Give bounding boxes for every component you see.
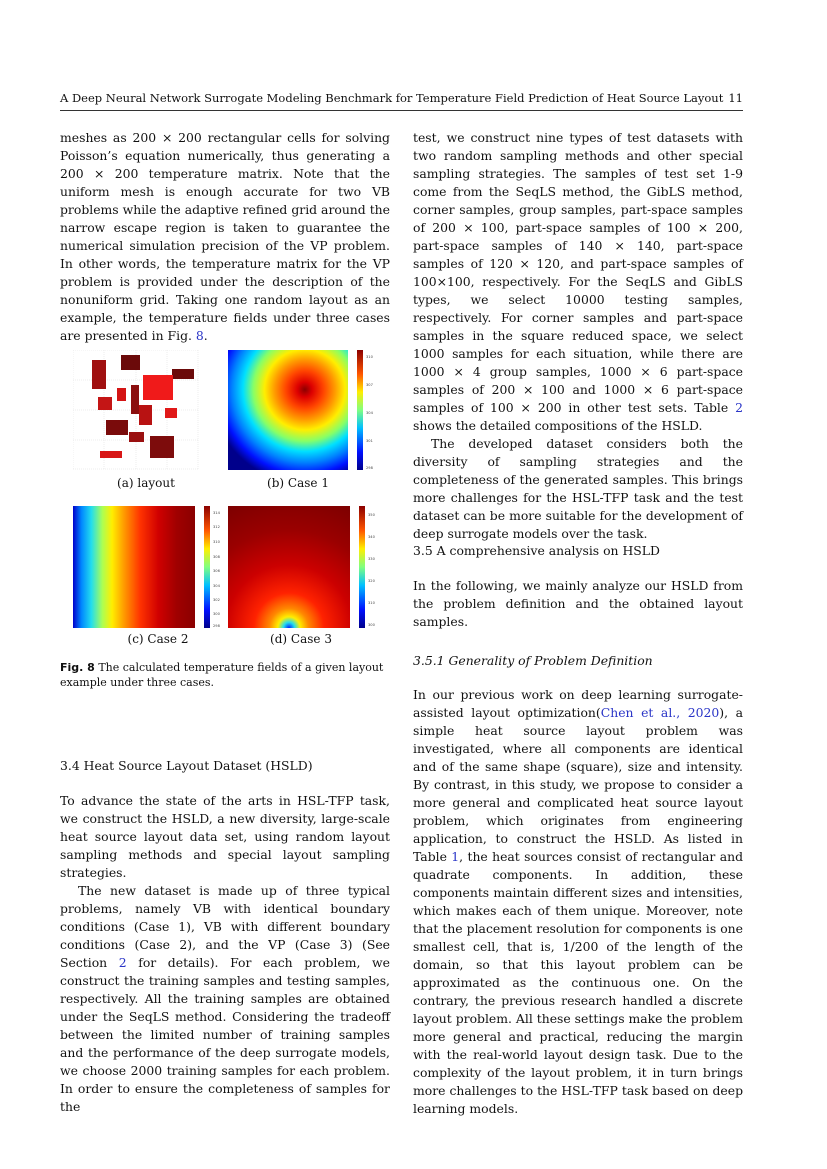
svg-text:304: 304 [213,584,220,588]
subfigure-c-caption: (c) Case 2 [127,632,189,646]
subfigure-d-caption: (d) Case 3 [270,632,332,646]
svg-text:307: 307 [366,383,373,387]
layout-image [73,350,199,470]
svg-text:300: 300 [213,612,220,616]
section-3-4-title: 3.4 Heat Source Layout Dataset (HSLD) [60,758,313,773]
svg-text:350: 350 [368,513,375,517]
case3-panel [228,506,378,628]
svg-text:300: 300 [368,623,375,627]
fig-8-link[interactable]: 8 [195,328,204,343]
table-2-link[interactable]: 2 [735,400,743,415]
running-title: A Deep Neural Network Surrogate Modeling Benchmark for Temperature Field Prediction of Heat Source Layout [60,91,724,105]
svg-text:310: 310 [213,540,220,544]
subfigure-a-caption: (a) layout [117,476,175,490]
svg-text:312: 312 [213,525,220,529]
citation-chen-2020[interactable]: Chen et al., 2020 [600,705,720,720]
left-paragraph-1: meshes as 200 × 200 rectangular cells for solving Poisson’s equation numerically, thus generating a 200 × 200 temperature matrix. Note that the uniform mesh is enough accurate for two VB problems while the adaptive refined grid around the narrow escape region is taken to guarantee the numerical simulation precision of the VP problem. In other words, the temperature matrix for the VP problem is provided under the description of the nonuniform grid. Taking one random layout as an example, the temperature fields under three cases are presented in Fig. 8. [60,130,390,343]
case2-panel [73,506,223,628]
svg-text:330: 330 [368,557,375,561]
svg-text:340: 340 [368,535,375,539]
svg-text:308: 308 [213,555,220,559]
svg-text:298: 298 [213,624,220,628]
case1-panel [228,350,378,470]
right-paragraph-4: In our previous work on deep learning surrogate-assisted layout optimization(Chen et al., 2020), a simple heat source layout problem was investigated, where all components are identical and of the same shape (square), size and intensity. By contrast, in this study, we propose to consider a more general and complicated heat source layout problem, which originates from engineering application, to construct the HSLD. As listed in Table 1, the heat sources consist of rectangular and quadrate components. In addition, these components maintain different sizes and intensities, which makes each of them unique. Moreover, note that the placement resolution for components is one smallest cell, that is, 1/200 of the length of the domain, so that this layout problem can be approximated as the continuous one. On the contrary, the previous research handled a discrete layout problem. All these settings make the problem more general and practical, reducing the margin with the real-world layout design task. Due to the complexity of the layout problem, it in turn brings more challenges to the HSL-TFP task based on deep learning models. [413,687,743,1116]
subfigure-b-caption: (b) Case 1 [267,476,329,490]
layout-panel [73,350,199,470]
svg-text:301: 301 [366,439,373,443]
svg-text:304: 304 [366,411,373,415]
figure-label: Fig. 8 [60,661,95,674]
section-2-link[interactable]: 2 [118,955,127,970]
page-number: 11 [728,91,743,105]
svg-text:310: 310 [368,601,375,605]
svg-text:302: 302 [213,598,220,602]
right-paragraph-1: test, we construct nine types of test datasets with two random sampling methods and other special sampling strategies. The samples of test set 1-9 come from the SeqLS method, the GibLS method, corner samples, group samples, part-space samples of 200 × 100, part-space samples of 100 × 200, part-space samples of 140 × 140, part-space samples of 120 × 120, and part-space samples of 100×100, respectively. For the SeqLS and GibLS types, we select 10000 testing samples, respectively. For corner samples and part-space samples in the square reduced space, we select 1000 samples for each situation, while there are 1000 × 4 group samples, 1000 × 6 part-space samples of 200 × 100 and 1000 × 6 part-space samples of 100 × 200 in other test sets. Table 2 shows the detailed compositions of the HSLD. The developed dataset considers both the diversity of sampling strategies and the completeness of the generated samples. This brings more challenges for the HSL-TFP task and the test dataset can be more suitable for the development of deep surrogate models over the task. [413,130,743,541]
running-header [60,91,743,111]
svg-text:298: 298 [366,466,373,470]
left-paragraph-2: To advance the state of the arts in HSL-TFP task, we construct the HSLD, a new diversity, large-scale heat source layout data set, using random layout sampling methods and special layout sampling strategies. The new dataset is made up of three typical problems, namely VB with identical boundary conditions (Case 1), VB with different boundary conditions (Case 2), and the VP (Case 3) (See Section 2 for details). For each problem, we construct the training samples and testing samples, respectively. All the training samples are obtained under the SeqLS method. Considering the tradeoff between the limited number of training samples and the performance of the deep surrogate models, we choose 2000 training samples for each problem. In order to ensure the completeness of samples for the [60,793,390,1114]
svg-text:306: 306 [213,569,220,573]
case3-heatmap [228,506,378,628]
subsection-3-5-1-title: 3.5.1 Generality of Problem Definition [413,653,653,668]
svg-text:314: 314 [213,511,220,515]
right-paragraph-3: In the following, we mainly analyze our HSLD from the problem definition and the obtained layout samples. [413,578,743,629]
svg-text:310: 310 [366,355,373,359]
svg-text:320: 320 [368,579,375,583]
case1-heatmap [228,350,378,470]
section-3-5-title: 3.5 A comprehensive analysis on HSLD [413,543,660,558]
figure-caption: Fig. 8 The calculated temperature fields of a given layout example under three cases. [60,661,384,689]
case2-heatmap [73,506,223,628]
table-1-link[interactable]: 1 [451,849,460,864]
